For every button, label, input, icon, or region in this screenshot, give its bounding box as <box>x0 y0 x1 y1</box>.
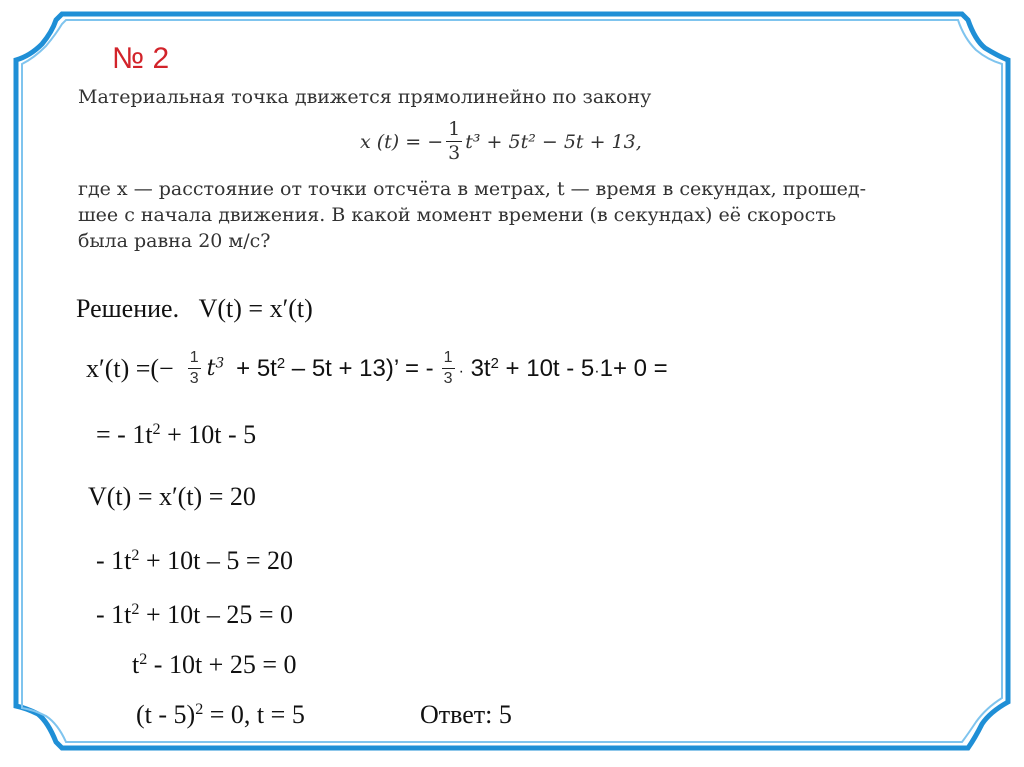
deriv-tail-a: 3t <box>470 354 491 382</box>
deriv-sq-1: 2 <box>276 355 286 372</box>
problem-line-2: где x — расстояние от точки отсчёта в метрах, t — время в секундах, прошед- <box>78 178 867 200</box>
eq4-a: (t - 5) <box>136 700 196 729</box>
eq1-b: + 10t – 5 = 20 <box>145 546 294 575</box>
step2-sq: 2 <box>152 421 161 439</box>
deriv-tail <box>459 355 668 383</box>
equation-3 <box>132 650 297 680</box>
deriv-t-exp: 3 <box>215 355 225 372</box>
step2-a: = - 1t <box>96 420 153 449</box>
deriv-middle <box>236 355 434 383</box>
deriv-frac2-den: 3 <box>443 370 453 387</box>
eq2-a: - 1t <box>96 600 132 629</box>
simplified-derivative <box>96 420 256 450</box>
solution-label: Решение. <box>76 294 180 323</box>
eq4-b: = 0, t = 5 <box>209 700 305 729</box>
deriv-tail-c: 1+ 0 = <box>599 354 668 382</box>
eq3-b: - 10t + 25 = 0 <box>153 650 297 679</box>
deriv-mid-a: + 5t <box>236 354 277 382</box>
formula-frac-den: 3 <box>448 142 461 164</box>
problem-line-4: была равна 20 м/с? <box>78 230 271 252</box>
equation-2 <box>96 600 293 630</box>
formula-lhs: x (t) = − <box>360 130 444 153</box>
slide-number: № 2 <box>112 42 170 75</box>
deriv-dot-2: · <box>594 362 600 380</box>
deriv-t <box>207 356 225 381</box>
eq3-sq: 2 <box>139 651 148 669</box>
equation-4 <box>136 700 305 730</box>
formula-frac-num: 1 <box>448 118 461 140</box>
problem-formula <box>360 120 642 163</box>
eq2-sq: 2 <box>131 601 140 619</box>
step2-b: + 10t - 5 <box>167 420 257 449</box>
velocity-equation: V(t) = x′(t) = 20 <box>88 482 256 511</box>
equation-1 <box>96 546 293 576</box>
derivative-line <box>86 350 668 387</box>
answer: Ответ: 5 <box>420 700 512 729</box>
problem-line-1: Материальная точка движется прямолинейно по закону <box>78 86 652 108</box>
problem-line-3: шее с начала движения. В какой момент времени (в секундах) её скорость <box>78 204 837 226</box>
deriv-lhs: x′(t) =(− <box>86 353 174 383</box>
deriv-t-text: t <box>206 356 216 381</box>
formula-fraction <box>446 120 462 163</box>
velocity-definition: V(t) = x′(t) <box>198 294 313 323</box>
deriv-fraction-2 <box>442 350 455 387</box>
deriv-fraction-1 <box>188 350 201 387</box>
eq1-sq: 2 <box>131 547 140 565</box>
eq4-sq: 2 <box>195 701 204 719</box>
deriv-frac1-num: 1 <box>188 350 201 369</box>
deriv-frac2-num: 1 <box>442 350 455 369</box>
eq1-a: - 1t <box>96 546 132 575</box>
eq3-a: t <box>132 650 140 679</box>
formula-rhs: t³ + 5t² − 5t + 13, <box>465 130 642 153</box>
deriv-dot-1: · <box>458 362 464 380</box>
deriv-tail-b: + 10t - 5 <box>505 354 595 382</box>
deriv-mid-b: – 5t + 13)’ = - <box>291 354 434 382</box>
deriv-sq-2: 2 <box>490 355 499 372</box>
deriv-frac1-den: 3 <box>189 370 199 387</box>
solution-header <box>76 294 313 324</box>
eq2-b: + 10t – 25 = 0 <box>145 600 294 629</box>
